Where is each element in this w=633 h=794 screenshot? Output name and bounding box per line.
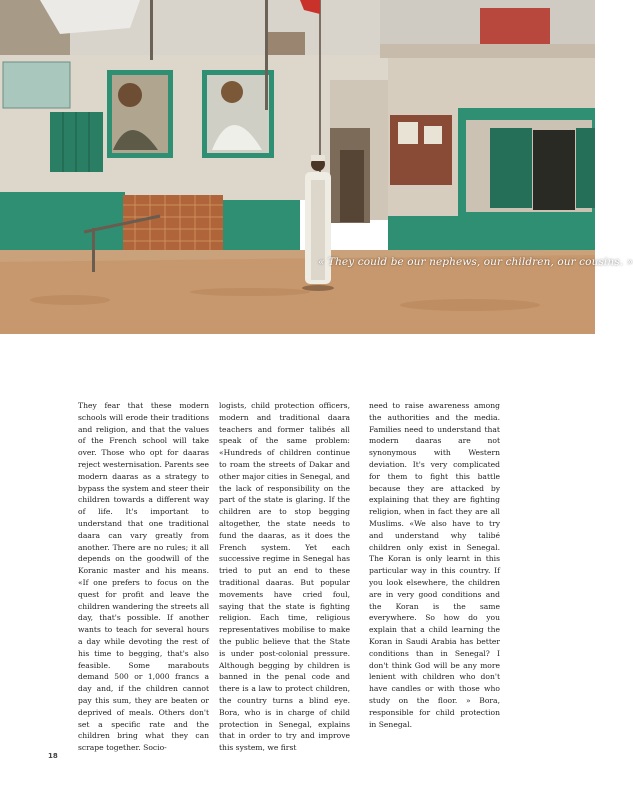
article-column-3: need to raise awareness among the authorities and the media. Families need to understand that modern daaras are not synonymous with Western deviation. It's very complicated for them to fight this battle because they are attacked by explaining that they are fighting religion, when in fact they are all Muslims. «We also have to try and understand why talibé children only exist in Senegal. The Koran is only learnt in this particular way in this country. If you look elsewhere, the children are in very good conditions and the Koran is the same everywhere. So how do you explain that a child learning the Koran in Saudi Arabia has better conditions than in Senegal? I don't think God will be any more lenient with children who don't have candles or with those who study on the floor. » Bora, responsible for child protection in Senegal. [369,401,500,729]
street-scene-image [0,0,595,334]
header-photo [0,0,633,334]
photo-caption: « They could be our nephews, our children, our cousins. » [318,256,633,268]
page-number: 18 [48,752,58,760]
article-column-2: logists, child protection officers, modern and traditional daara teachers and former talibés all speak of the same problem: «Hundreds of children continue to roam the streets of Dakar and other major cities in Senegal, and the lack of responsibility on the part of the state is glaring. If the children are to stop begging altogether, the state needs to fund the daaras, as it does the French system. Yet each successive regime in Senegal has tried to put an end to these traditional daaras. But popular movements have cried foul, saying that the state is fighting religion. Each time, religious representatives mobilise to make the public believe that the State is under post-colonial pressure. Although begging by children is banned in the penal code and there is a law to protect children, the country turns a blind eye. Bora, who is in charge of child protection in Senegal, explains that in order to try and improve this system, we first [219,401,350,753]
article-column-1: They fear that these modern schools will erode their traditions and religion, and that the values of the French school will take over. Those who opt for daaras reject westernisation. Parents see modern daaras as a strategy to bypass the system and steer their children towards a different way of life. It's important to understand that one traditional daara can vary greatly from another. There are no rules; it all depends on the goodwill of the Koranic master and his means. «If one prefers to focus on the quest for profit and leave the children wandering the streets all day, that's possible. If another wants to teach for several hours a day while devoting the rest of his time to begging, that's also feasible. Some marabouts demand 500 or 1,000 francs a day and, if the children cannot pay this sum, they are beaten or deprived of meals. Others don't set a specific rate and the children bring what they can scrape together. Socio- [78,401,209,753]
